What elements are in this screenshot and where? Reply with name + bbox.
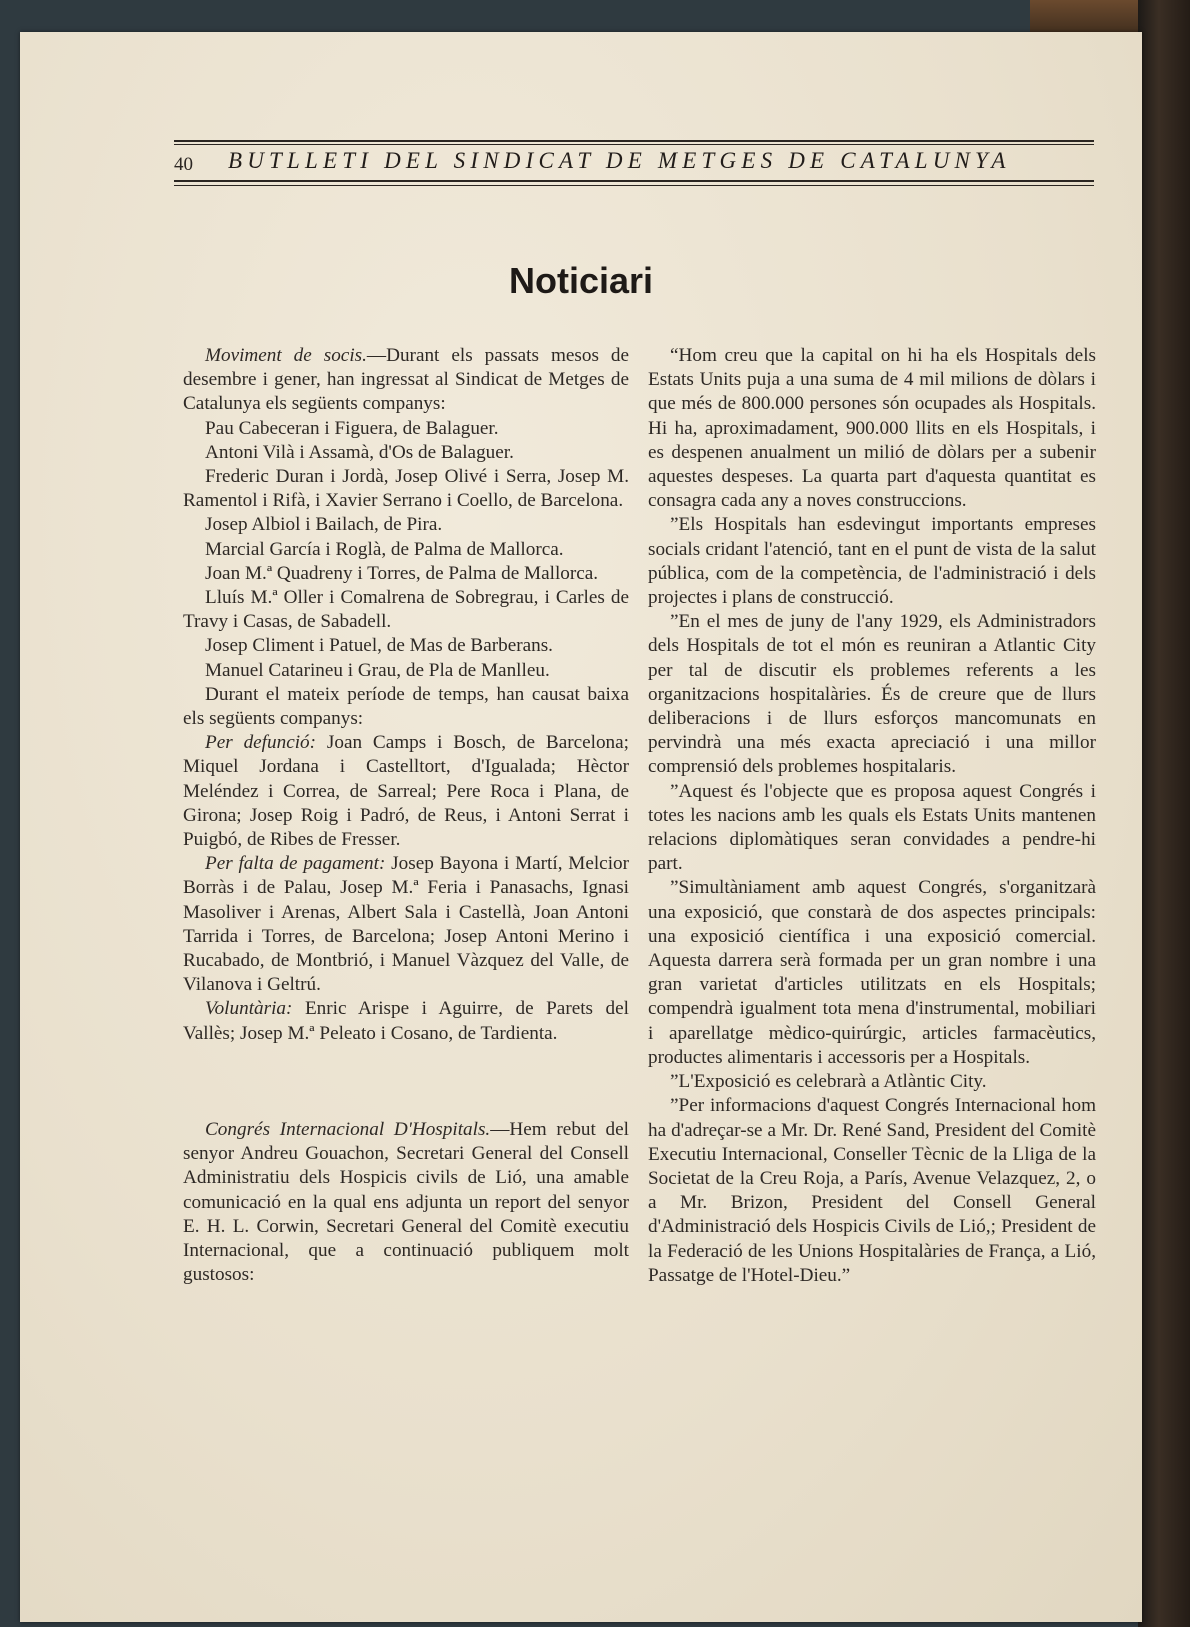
report-paragraph: ”Simultàniament amb aquest Congrés, s'organitzarà una exposició, que constarà de dos aspectes principals: una exposició científica i una exposició comercial. Aquesta darrera serà formada per un gran nombre i una gran varietat d'articles utilitzats en els Hospitals; compendrà igualment tota mena d'instrumental, mobiliari i aparellatge mèdico-quirúrgic, articles farmacèutics, productes alimentaris i accessoris per a Hospitals. xyxy=(648,877,1096,1068)
section-gap xyxy=(183,1046,629,1118)
paragraph-voluntaria xyxy=(183,997,629,1045)
paragraph-defuncio xyxy=(183,731,629,852)
report-paragraph: ”L'Exposició es celebrarà a Atlàntic City. xyxy=(670,1071,987,1093)
running-head: BUTLLETI DEL SINDICAT DE METGES DE CATALUNYA xyxy=(228,148,1011,173)
member-item: Frederic Duran i Jordà, Josep Olivé i Serra, Josep M. Ramentol i Rifà, i Xavier Serrano i Coello, de Barcelona. xyxy=(183,466,629,512)
lead-defuncio: Per defunció: xyxy=(205,732,317,754)
member-item: Joan M.ª Quadreny i Torres, de Palma de Mallorca. xyxy=(205,562,599,584)
text-defuncio: Joan Camps i Bosch, de Barcelona; Miquel Jordana i Castelltort, d'Igualada; Hèctor Meléndez i Correa, de Sarreal; Pere Roca i Plana, de Girona; Josep Roig i Padró, de Reus, i Antoni Serrat i Puigbó, de Ribes de Fresser. xyxy=(183,732,629,851)
report-paragraph: ”Els Hospitals han esdevingut importants empreses socials cridant l'atenció, tant en el punt de vista de la salut pública, com de la competència, de l'administració i dels projectes i plans de construcció. xyxy=(648,514,1096,609)
paragraph-moviment xyxy=(183,344,629,417)
book-spine xyxy=(1138,0,1190,1627)
member-item: Josep Climent i Patuel, de Mas de Barberans. xyxy=(205,635,553,657)
member-item: Pau Cabeceran i Figuera, de Balaguer. xyxy=(205,417,499,439)
page-number: 40 xyxy=(174,154,193,175)
header-rule-top xyxy=(174,140,1094,142)
lead-voluntaria: Voluntària: xyxy=(205,998,293,1020)
header-rule-bottom-thin xyxy=(174,185,1094,186)
report-paragraph: ”En el mes de juny de l'any 1929, els Administradors dels Hospitals de tot el món es reuniran a Atlantic City per tal de discutir els problemes referents a les organitzacions hospitalàries. És de creure que de llurs deliberacions i de llurs esforços mancomunats en pervindrà una més exacta apreciació i una millor comprensió dels problemes hospitalaris. xyxy=(648,611,1096,778)
document-page xyxy=(20,32,1142,1622)
text-moviment: —Durant els passats mesos de desembre i gener, han ingressat al Sindicat de Metges de Catalunya els següents companys: xyxy=(183,345,629,415)
page-header xyxy=(174,112,1094,186)
member-item: Lluís M.ª Oller i Comalrena de Sobregrau, i Carles de Travy i Casas, de Sabadell. xyxy=(183,587,629,633)
member-item: Marcial García i Roglà, de Palma de Mallorca. xyxy=(205,538,564,560)
header-rule-top-thin xyxy=(174,144,1094,145)
lead-congres: Congrés Internacional D'Hospitals. xyxy=(205,1118,491,1140)
report-paragraph: ”Aquest és l'objecte que es proposa aquest Congrés i totes les nacions amb les quals els Estats Units mantenen relacions diplomàtiques seran convidades a pendre-hi part. xyxy=(648,780,1096,875)
member-item: Antoni Vilà i Assamà, d'Os de Balaguer. xyxy=(205,441,514,463)
right-column xyxy=(648,344,1096,1288)
paragraph-baixes: Durant el mateix període de temps, han causat baixa els següents companys: xyxy=(183,683,629,730)
section-title: Noticiari xyxy=(508,260,654,301)
member-item: Manuel Catarineu i Grau, de Pla de Manlleu. xyxy=(205,659,550,681)
header-rule-bottom xyxy=(174,180,1094,182)
report-paragraph: ”Per informacions d'aquest Congrés Internacional hom ha d'adreçar-se a Mr. Dr. René Sand, President del Comitè Executiu Internacional, Conseller Tècnic de la Lliga de la Societat de la Creu Roja, a París, Avenue Velazquez, 2, o a Mr. Brizon, President del Consell General d'Administració dels Hospicis Civils de Lió,; President de la Federació de les Unions Hospitalàries de França, a Lió, Passatge de l'Hotel-Dieu.” xyxy=(648,1095,1096,1286)
lead-pagament: Per falta de pagament: xyxy=(205,853,386,875)
left-column xyxy=(183,344,629,1287)
lead-moviment: Moviment de socis. xyxy=(205,345,367,366)
member-item: Josep Albiol i Bailach, de Pira. xyxy=(205,514,443,536)
text-pagament: Josep Bayona i Martí, Melcior Borràs i de Palau, Josep M.ª Feria i Panasachs, Ignasi Masoliver i Arenas, Albert Sala i Castellà, Joan Antoni Tarrida i Torres, de Barcelona; Josep Antoni Merino i Rucabado, de Montbrió, i Manuel Vàzquez del Valle, de Vilanova i Geltrú. xyxy=(183,853,630,996)
paragraph-pagament xyxy=(183,852,629,997)
text-congres: —Hem rebut del senyor Andreu Gouachon, Secretari General del Consell Administratiu dels Hospicis civils de Lió, una amable comunicació en la qual ens adjunta un report del senyor E. H. L. Corwin, Secretari General del Comitè executiu Internacional, que a continuació publiquem molt gustosos: xyxy=(183,1118,629,1286)
text-voluntaria: Enric Arispe i Aguirre, de Parets del Vallès; Josep M.ª Peleato i Cosano, de Tardienta. xyxy=(183,998,629,1044)
paragraph-congres xyxy=(183,1118,629,1287)
report-paragraph: “Hom creu que la capital on hi ha els Hospitals dels Estats Units puja a una suma de 4 mil milions de dòlars i que més de 800.000 persones són ocupades als Hospitals. Hi ha, aproximadament, 900.000 llits en els Hospitals, i es despenen anualment un milió de dòlars per a subenir aquestes despeses. La quarta part d'aquesta quantitat es consagra cada any a noves construccions. xyxy=(648,345,1096,512)
